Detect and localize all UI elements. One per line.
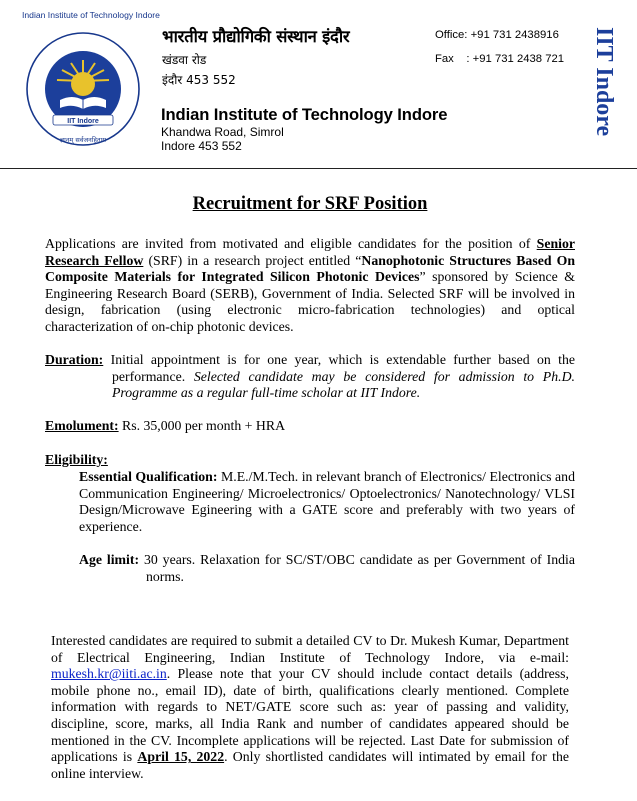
- intro-text-1: Applications are invited from motivated and eligible candidates for the position of: [45, 236, 537, 251]
- address-city-hindi: इंदौर 453 552: [162, 73, 236, 87]
- intro-paragraph: [45, 236, 575, 336]
- fax-number: Fax : +91 731 2438 721: [435, 53, 565, 65]
- duration-section: [45, 352, 575, 402]
- project-title: Nanophotonic Structures Based On Composite Materials for Integrated Silicon Photonic Devices: [45, 252, 576, 285]
- address-road-hindi: खंडवा रोड: [162, 53, 207, 67]
- header-divider: [0, 168, 637, 169]
- page-title: [0, 194, 620, 215]
- position-title: Senior Research Fellow: [45, 236, 575, 268]
- logo-motto: ज्ञानम् सर्वजनहिताय: [59, 136, 107, 144]
- essential-qualification: [79, 469, 575, 535]
- institute-name-english: Indian Institute of Technology Indore: [161, 105, 448, 124]
- page-title-text: Recruitment for SRF Position: [192, 194, 428, 214]
- essential-text: M.E./M.Tech. in relevant branch of Electronics/ Electronics and Communication Engineering/ Microelectronics/ Optoelectronics/ Nanotechnology/ VLSI Design/Microwave Egineering with a GATE score and preferably with two years of experience.: [79, 469, 575, 534]
- logo-ring-text: Indian Institute of Technology Indore: [22, 10, 160, 20]
- intro-text-3: ” sponsored by Science & Engineering Research Board (SERB), Government of India. Selected SRF will be involved in design, fabrication (using electronic micro-fabrication technologies) and optical characterization of on-chip photonic devices.: [45, 269, 575, 334]
- side-title-text: IIT Indore: [591, 27, 617, 137]
- age-limit: [79, 552, 575, 585]
- essential-label: Essential Qualification:: [79, 469, 218, 484]
- application-instructions: [51, 633, 569, 782]
- office-phone: Office: +91 731 2438916: [435, 29, 559, 41]
- duration-italic-note: Selected candidate may be considered for admission to Ph.D. Programme as a regular full-time scholar at IIT Indore.: [112, 368, 575, 401]
- emolument-label: Emolument:: [45, 418, 119, 433]
- iit-indore-logo: [22, 10, 160, 148]
- eligibility-label: Eligibility:: [45, 452, 108, 467]
- last-date: April 15, 2022: [137, 749, 225, 765]
- age-text: 30 years. Relaxation for SC/ST/OBC candidate as per Government of India norms.: [139, 552, 575, 584]
- emolument-text: Rs. 35,000 per month + HRA: [118, 418, 286, 433]
- closing-text-3: . Only shortlisted candidates will intimated by email for the online interview.: [51, 749, 569, 781]
- emolument-section: [45, 418, 575, 435]
- contact-email-link[interactable]: mukesh.kr@iiti.ac.in: [51, 666, 167, 682]
- side-title-vertical: [584, 24, 624, 137]
- address-road-english: Khandwa Road, Simrol: [161, 125, 284, 139]
- closing-text-1: Interested candidates are required to submit a detailed CV to Dr. Mukesh Kumar, Department of Electrical Engineering, Indian Institute of Technology Indore, via e-mail:: [51, 633, 569, 665]
- address-city-english: Indore 453 552: [161, 139, 242, 153]
- closing-text-2: . Please note that your CV should include contact details (address, mobile phone no., email ID), date of birth, qualifications clearly mentioned. Complete information with regards to NET/GATE score such as: year of passing and validity, discipline, score, marks, all India Rank and number of candidates appeared should be mentioned in the CV. Incomplete applications will be rejected. Last Date for submission of applications is: [51, 666, 569, 765]
- age-label: Age limit:: [79, 552, 140, 567]
- intro-text-2: (SRF) in a research project entitled “: [143, 252, 362, 268]
- logo-banner-text: IIT Indore: [67, 118, 99, 125]
- duration-label: Duration:: [45, 352, 104, 367]
- institute-name-hindi: भारतीय प्रौद्योगिकी संस्थान इंदौर: [162, 27, 350, 46]
- duration-text: Initial appointment is for one year, which is extendable further based on the performance.: [103, 352, 575, 384]
